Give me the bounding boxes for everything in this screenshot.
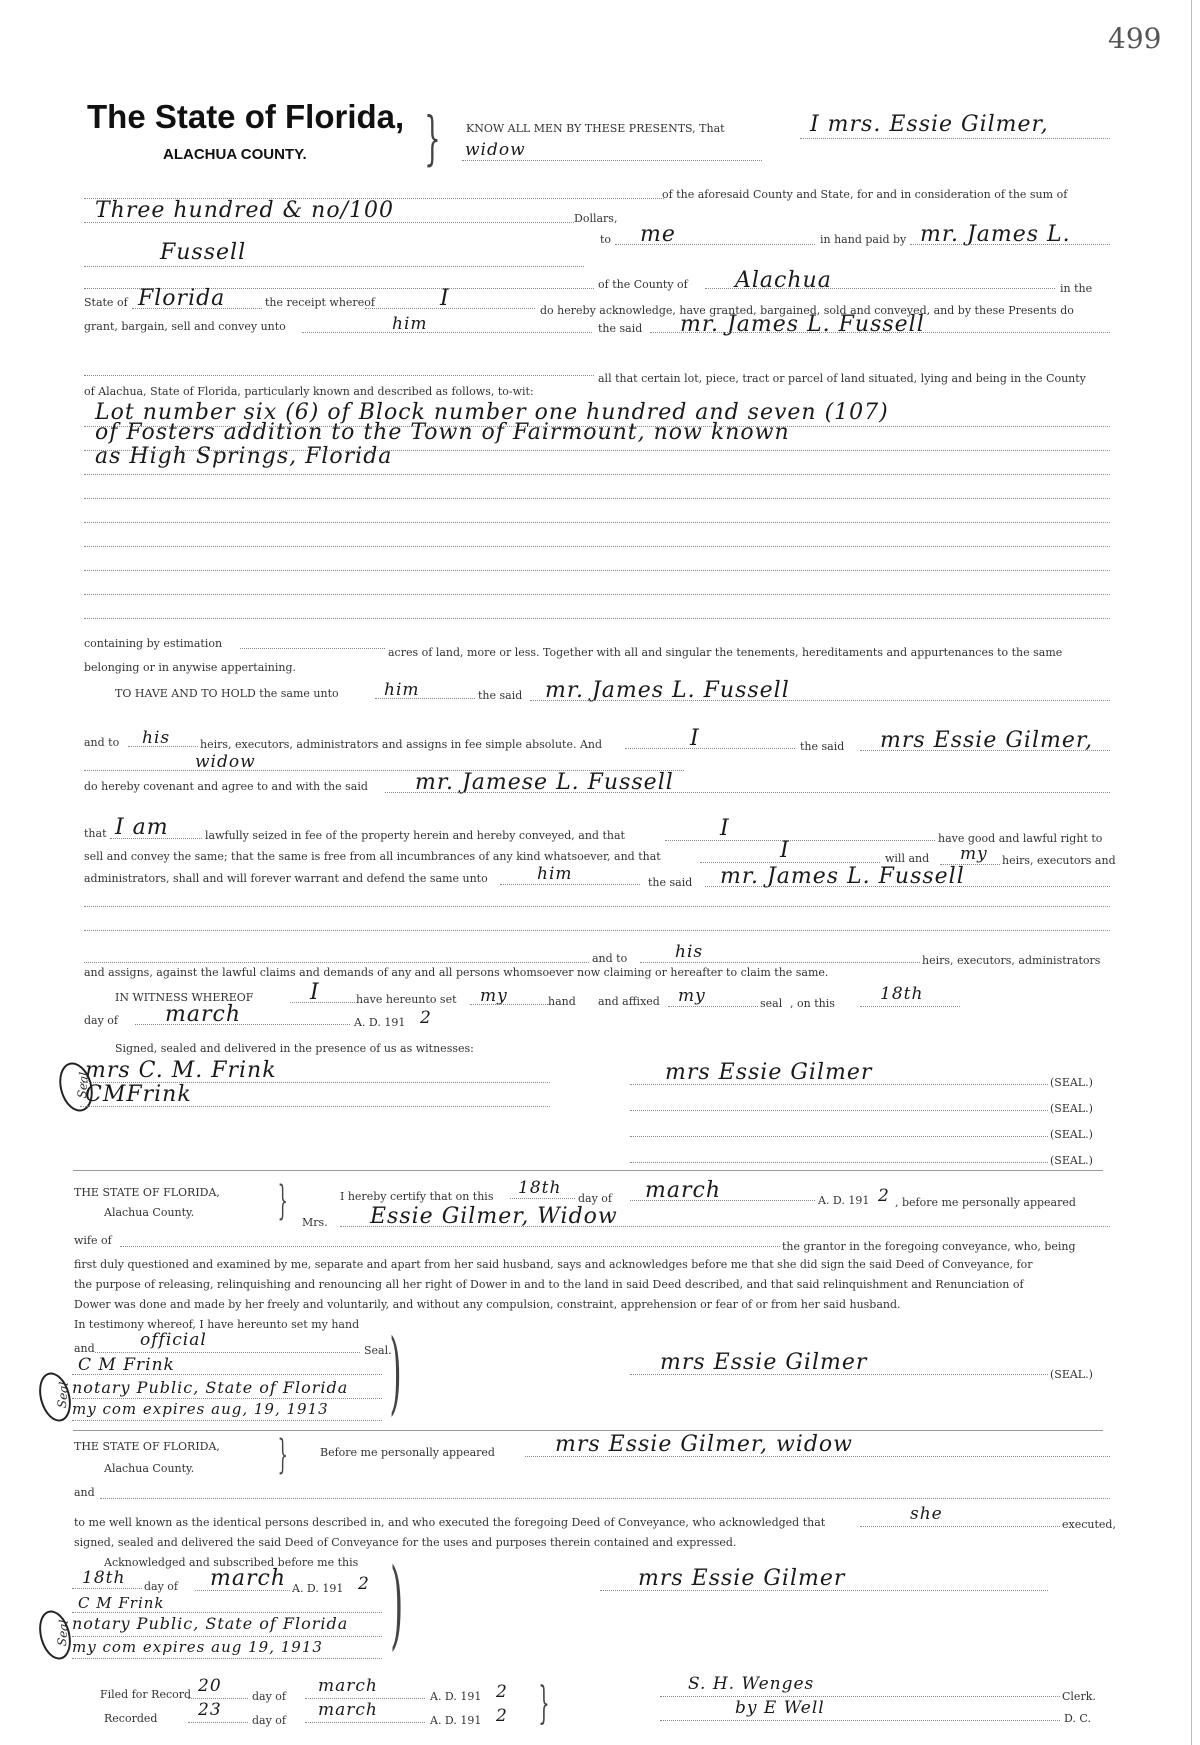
paid-by-value-2: Fussell [160,240,247,265]
whereof-value: I [310,980,320,1005]
cert-state: THE STATE OF FLORIDA, [74,1186,220,1199]
section-divider [73,1170,1103,1171]
and-label: and [74,1342,95,1355]
the-said-label: the said [598,322,643,335]
fill-line [705,886,1110,887]
fill-line [630,1200,815,1201]
fill-line [72,1398,382,1399]
unto-value: him [384,680,420,700]
receipt-label: the receipt whereof [265,296,375,309]
fill-line [660,1696,1060,1697]
day-of-label: day of [84,1014,119,1027]
grantor-name-2: widow [465,140,526,160]
seal-mark: (SEAL.) [1050,1368,1093,1381]
affixed-label: and affixed [598,995,660,1008]
right-text: have good and lawful right to [938,832,1103,845]
notary-expiry: my com expires aug, 19, 1913 [72,1400,329,1418]
county-value: Alachua [735,268,832,293]
certify-text: I hereby certify that on this [340,1190,494,1203]
admin-text: administrators, shall and will forever warrant and defend the same unto [84,872,488,885]
official-value: official [140,1330,207,1350]
fill-line [110,838,202,839]
fill-line [640,962,920,963]
filed-label: Filed for Record [100,1688,192,1701]
to-have-text: TO HAVE AND TO HOLD the same unto [115,687,339,700]
cert-body-2: the purpose of releasing, relinquishing and renouncing all her right of Dower in and to the land in said Deed described, and that said relinquishment and Renunciation of [74,1278,1024,1291]
before-text: Before me personally appeared [320,1446,495,1459]
filed-month: march [318,1676,378,1696]
day-of-label: day of [578,1192,613,1205]
his-value: his [142,728,171,748]
day-value: 18th [518,1178,562,1198]
testimony-text: In testimony whereof, I have hereunto set my hand [74,1318,360,1331]
month-value: march [210,1566,286,1591]
day-value: 18th [880,984,924,1004]
cert-name: Essie Gilmer, Widow [370,1204,618,1229]
fill-line [84,570,1110,571]
fill-line [84,618,1110,619]
cert-signature: mrs Essie Gilmer [660,1350,868,1375]
fill-line [700,862,880,863]
fill-line [84,222,574,223]
seal-stamp-icon: Seal [34,1607,76,1663]
and-to-label: and to [592,952,628,965]
whereof-label: IN WITNESS WHEREOF [115,991,254,1004]
ad-label: A. D. 191 [354,1016,406,1029]
that-label: that [84,827,107,840]
fill-line [302,332,592,333]
cert-name: mrs Essie Gilmer, widow [555,1432,853,1457]
fill-line [462,160,762,161]
fill-line [630,1136,1048,1137]
acres-text: acres of land, more or less. Together with all and singular the tenements, hereditaments and appurtenances to the same [388,646,1063,659]
fill-line [84,546,1110,547]
mrs-label: Mrs. [302,1216,328,1229]
paid-by-value: mr. James L. [920,222,1071,247]
state-title: The State of Florida, [87,98,405,135]
clerk-signature: S. H. Wenges [688,1674,815,1694]
grantor-text: the grantor in the foregoing conveyance, who, being [782,1240,1076,1253]
assigns-text: and assigns, against the lawful claims and demands of any and all persons whomsoever now claiming or hereafter to claim the same. [84,966,829,979]
his-value: his [675,942,704,962]
fill-line [72,1612,382,1613]
section-divider [73,1430,1103,1431]
grantor-name-2: widow [195,752,256,772]
fill-line [668,1006,758,1007]
fill-line [290,1002,355,1003]
fill-line [470,1004,550,1005]
seal-mark: (SEAL.) [1050,1154,1093,1167]
state-of-label: State of [84,296,128,309]
fill-line [84,266,584,267]
fill-line [860,1006,960,1007]
fill-line [84,522,1110,523]
to-label: to [600,233,612,246]
fill-line [84,474,1110,475]
grantor-name: I mrs. Essie Gilmer, [810,112,1049,137]
cert-county: Alachua County. [104,1206,195,1219]
fill-line [530,700,1110,701]
sell-value: I [780,838,790,863]
fill-line [525,1456,1110,1457]
fill-line [72,1588,142,1589]
year-value: 2 [420,1008,432,1028]
executed-label: executed, [1062,1518,1116,1531]
rec-month: march [318,1700,378,1720]
fill-line [84,962,589,963]
grantee-name: mr. James L. Fussell [720,864,965,889]
witness-1-signature: mrs C. M. Frink [85,1058,277,1083]
she-value: she [910,1504,943,1524]
grantor-name: mrs Essie Gilmer, [880,728,1093,753]
acknowledge-text: do hereby acknowledge, have granted, bargained, sold and conveyed, and by these Presents do [540,304,1074,317]
page-number: 499 [1108,22,1162,55]
that-value: I am [115,815,169,840]
month-value: march [165,1002,241,1027]
cert-body-2: signed, sealed and delivered the said Deed of Conveyance for the uses and purposes therein contained and expressed. [74,1536,737,1549]
the-said-label: the said [478,689,523,702]
fill-line [660,1720,1060,1721]
fill-line [132,308,262,309]
my-value-2: my [678,986,706,1006]
fill-line [625,748,795,749]
fill-line [128,746,198,747]
ad-label: A. D. 191 [818,1194,870,1207]
brace: } [424,104,441,172]
before-me-text: , before me personally appeared [895,1196,1076,1209]
description-line-2: of Fosters addition to the Town of Fairmount, now known [95,420,790,445]
fill-line [84,594,1110,595]
cert-body-1: first duly questioned and examined by me, separate and apart from her said husband, says and acknowledges before me that she did sign the said Deed of Conveyance, for [74,1258,1033,1271]
fill-line [72,1636,382,1637]
month-value: march [645,1178,721,1203]
heirs-text: heirs, executors, administrators [922,954,1101,967]
county-title: ALACHUA COUNTY. [163,146,307,163]
receipt-value: I [440,286,450,311]
fill-line [84,930,1110,931]
fill-line [188,1698,248,1699]
to-value: me [640,222,676,247]
fill-line [630,1110,1048,1111]
grantee-name: mr. James L. Fussell [545,678,790,703]
will-and-label: will and [885,852,930,865]
fill-line [860,1526,1060,1527]
notary-title: notary Public, State of Florida [72,1378,349,1397]
notary-title: notary Public, State of Florida [72,1614,349,1633]
containing-label: containing by estimation [84,637,223,650]
fill-line [72,1420,382,1421]
fill-line [650,332,1110,333]
rec-ad: A. D. 191 [430,1714,482,1727]
unto-value: him [392,314,428,334]
description-line-1: Lot number six (6) of Block number one hundred and seven (107) [95,400,889,425]
fill-line [80,1106,550,1107]
fill-line [800,138,1110,139]
grantee-name: mr. James L. Fussell [680,312,925,337]
fill-line [665,840,935,841]
of-alachua-text: of Alachua, State of Florida, particularly known and described as follows, to-wit: [84,385,534,398]
in-the-label: in the [1060,282,1093,295]
brace: } [277,1178,288,1224]
on-this-label: , on this [790,997,835,1010]
fill-line [305,1722,425,1723]
fill-line [120,1246,780,1247]
filed-day: 20 [198,1676,222,1696]
fill-line [630,1084,1048,1085]
seal-mark: (SEAL.) [1050,1102,1093,1115]
ack-text: Acknowledged and subscribed before me this [104,1556,359,1569]
fill-line [135,1024,350,1025]
covenant-text: do hereby covenant and agree to and with the said [84,780,368,793]
hand-label: hand [548,995,576,1008]
fill-line [100,1498,1110,1499]
brace: } [277,1432,288,1478]
cert-county: Alachua County. [104,1462,195,1475]
heirs-text: heirs, executors, administrators and assigns in fee simple absolute. And [200,738,603,751]
day-value: 18th [82,1568,126,1588]
rec-day: 23 [198,1700,222,1720]
seal-mark: (SEAL.) [1050,1076,1093,1089]
ad-label: A. D. 191 [292,1582,344,1595]
year-value: 2 [358,1574,370,1594]
brace: } [538,1678,550,1729]
fill-line [84,498,1110,499]
wife-of-label: wife of [74,1234,112,1247]
notary-name: C M Frink [78,1355,175,1375]
rec-day-of: day of [252,1714,287,1727]
paid-by-label: in hand paid by [820,233,907,246]
seal-stamp-icon: Seal [54,1059,98,1116]
covenant-value: mr. Jamese L. Fussell [415,770,674,795]
grantor-signature: mrs Essie Gilmer [665,1060,873,1085]
cert-state: THE STATE OF FLORIDA, [74,1440,220,1453]
filed-day-of: day of [252,1690,287,1703]
know-all-text: KNOW ALL MEN BY THESE PRESENTS, That [466,122,725,135]
rec-year: 2 [496,1706,508,1726]
of-county-label: of the County of [598,278,688,291]
description-line-3: as High Springs, Florida [95,444,393,469]
clerk-label: Clerk. [1062,1690,1096,1703]
the-said-label: the said [800,740,845,753]
witness-2-signature: CMFrink [85,1082,192,1107]
fill-line [615,244,815,245]
my-value-1: my [480,986,508,1006]
deputy-label: D. C. [1064,1712,1091,1725]
fill-line [860,750,1110,751]
notary-name: C M Frink [78,1594,165,1612]
admin-value: him [537,864,573,884]
seal-stamp-icon: Seal [34,1369,76,1425]
seized-value: I [720,816,730,841]
day-of-label: day of [144,1580,179,1593]
fill-line [705,288,1055,289]
fill-line [95,1352,360,1353]
my-value: my [960,844,988,864]
filed-ad: A. D. 191 [430,1690,482,1703]
seized-text: lawfully seized in fee of the property herein and hereby conveyed, and that [205,829,625,842]
sell-text: sell and convey the same; that the same is free from all incumbrances of any kind whatsoever, and that [84,850,661,863]
fill-line [385,792,1110,793]
fill-line [340,1226,1110,1227]
and-label: and [74,1486,95,1499]
deputy-signature: by E Well [735,1698,825,1718]
notary-expiry: my com expires aug 19, 1913 [72,1638,323,1656]
belonging-text: belonging or in anywise appertaining. [84,661,297,674]
and-value: I [690,726,700,751]
hereunto-label: have hereunto set [356,993,457,1006]
fill-line [195,1590,290,1591]
fill-line [188,1722,248,1723]
dollars-label: Dollars, [574,212,618,225]
seal-mark: (SEAL.) [1050,1128,1093,1141]
recorded-label: Recorded [104,1712,158,1725]
fill-line [72,1658,382,1659]
cert-body-1: to me well known as the identical persons described in, and who executed the foregoing Deed of Conveyance, who acknowledged that [74,1516,826,1529]
fill-line [240,648,385,649]
fill-line [305,1698,425,1699]
filed-year: 2 [496,1682,508,1702]
seal-label: seal [760,997,783,1010]
fill-line [500,884,640,885]
state-value: Florida [138,286,226,311]
fill-line [375,698,475,699]
brace: ) [390,1548,404,1660]
heirs-exec-text: heirs, executors and [1002,854,1116,867]
fill-line [600,1590,1048,1591]
page-edge [1191,0,1192,1745]
fill-line [630,1162,1048,1163]
grant-line: grant, bargain, sell and convey unto [84,320,286,333]
fill-line [910,244,1110,245]
the-said-label: the said [648,876,693,889]
brace: ) [389,1320,402,1425]
year-value: 2 [878,1186,890,1206]
fill-line [84,375,594,376]
fill-line [72,1374,382,1375]
seal-label: Seal. [364,1344,392,1357]
fill-line [630,1374,1048,1375]
fill-line [365,308,535,309]
fill-line [510,1198,575,1199]
cert-body-3: Dower was done and made by her freely and voluntarily, and without any compulsion, constraint, apprehension or fear of or from her said husband. [74,1298,901,1311]
consideration-text: of the aforesaid County and State, for and in consideration of the sum of [662,188,1068,201]
signed-text: Signed, sealed and delivered in the presence of us as witnesses: [115,1042,474,1055]
cert-signature: mrs Essie Gilmer [638,1566,846,1591]
certain-lot-text: all that certain lot, piece, tract or parcel of land situated, lying and being in the County [598,372,1086,385]
amount: Three hundred & no/100 [95,198,394,223]
fill-line [84,906,1110,907]
and-to-label: and to [84,736,120,749]
